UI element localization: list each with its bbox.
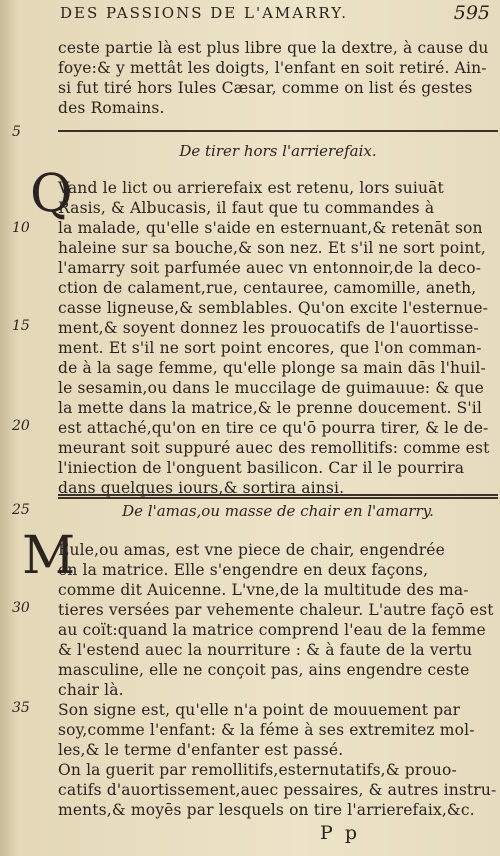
text-line: l'iniection de l'onguent basilicon. Car il le pourrira [58, 459, 465, 477]
drop-cap: M [22, 526, 76, 586]
line-number: 5 [12, 124, 21, 140]
text-line: Eule,ou amas, est vne piece de chair, engendrée [58, 541, 445, 559]
text-line: de à la sage femme, qu'elle plonge sa main dās l'huil- [58, 359, 486, 377]
text-line: foye:& y mettât les doigts, l'enfant en soit retiré. Ain- [58, 59, 487, 77]
page-header [60, 0, 490, 30]
section-heading: De tirer hors l'arrierefaix. [179, 142, 377, 160]
line-number: 35 [12, 700, 30, 716]
folio-number: 595 [453, 2, 490, 24]
text-line: casse ligneuse,& semblables. Qu'on excite l'esternue- [58, 299, 489, 317]
text-line: ceste partie là est plus libre que la dextre, à cause du [58, 39, 489, 57]
text-line: haleine sur sa bouche,& son nez. Et s'il ne sort point, [58, 239, 486, 257]
text-line: meurant soit suppuré auec des remollitifs: comme est [58, 439, 490, 457]
text-line: Rasis, & Albucasis, il faut que tu commandes à [58, 199, 435, 217]
running-title: DES PASSIONS DE L'AMARRY. [60, 4, 348, 22]
text-line: masculine, elle ne conçoit pas, ains engendre ceste [58, 661, 470, 679]
line-number: 25 [12, 502, 30, 518]
text-line: catifs d'auortissement,auec pessaires, & autres instru- [58, 781, 497, 799]
text-line: en la matrice. Elle s'engendre en deux façons, [58, 561, 429, 579]
text-line: le sesamin,ou dans le muccilage de guimauue: & que [58, 379, 484, 397]
text-line: On la guerit par remollitifs,esternutatifs,& prouo- [58, 761, 457, 779]
section-heading: De l'amas,ou masse de chair en l'amarry. [122, 502, 434, 520]
line-number: 20 [12, 418, 30, 434]
text-line: Vand le lict ou arrierefaix est retenu, lors suiuāt [58, 179, 444, 197]
text-line: au coït:quand la matrice comprend l'eau de la femme [58, 621, 486, 639]
text-line: la mette dans la matrice,& le prenne doucement. S'il [58, 399, 482, 417]
text-line: ment,& soyent donnez les prouocatifs de l'auortisse- [58, 319, 479, 337]
text-line: chair là. [58, 681, 124, 699]
signature-mark: P p [320, 822, 360, 844]
text-line: des Romains. [58, 99, 165, 117]
text-line: ment. Et s'il ne sort point encores, que l'on comman- [58, 339, 482, 357]
text-line: ments,& moyēs par lesquels on tire l'arrierefaix,&c. [58, 801, 475, 819]
text-line: est attaché,qu'on en tire ce qu'ō pourra tirer, & le de- [58, 419, 489, 437]
text-line: l'amarry soit parfumée auec vn entonnoir,de la deco- [58, 259, 482, 277]
text-line: dans quelques iours,& sortira ainsi. [58, 479, 345, 497]
text-line: soy,comme l'enfant: & la féme à ses extremitez mol- [58, 721, 475, 739]
text-line: ction de calament,rue, centauree, camomille, aneth, [58, 279, 477, 297]
line-number: 15 [12, 318, 30, 334]
text-line: Son signe est, qu'elle n'a point de mouuement par [58, 701, 461, 719]
text-line: la malade, qu'elle s'aide en esternuant,& retenāt son [58, 219, 483, 237]
drop-cap: Q [30, 164, 73, 224]
line-number: 10 [12, 220, 30, 236]
text-line: les,& le terme d'enfanter est passé. [58, 741, 344, 759]
section-rule [58, 130, 498, 132]
text-line: & l'estend auec la nourriture : & à faute de la vertu [58, 641, 473, 659]
section-rule [58, 494, 498, 496]
text-line: comme dit Auicenne. L'vne,de la multitude des ma- [58, 581, 469, 599]
text-line: si fut tiré hors Iules Cæsar, comme on list és gestes [58, 79, 473, 97]
line-number: 30 [12, 600, 30, 616]
text-line: tieres versées par vehemente chaleur. L'autre façō est [58, 601, 494, 619]
